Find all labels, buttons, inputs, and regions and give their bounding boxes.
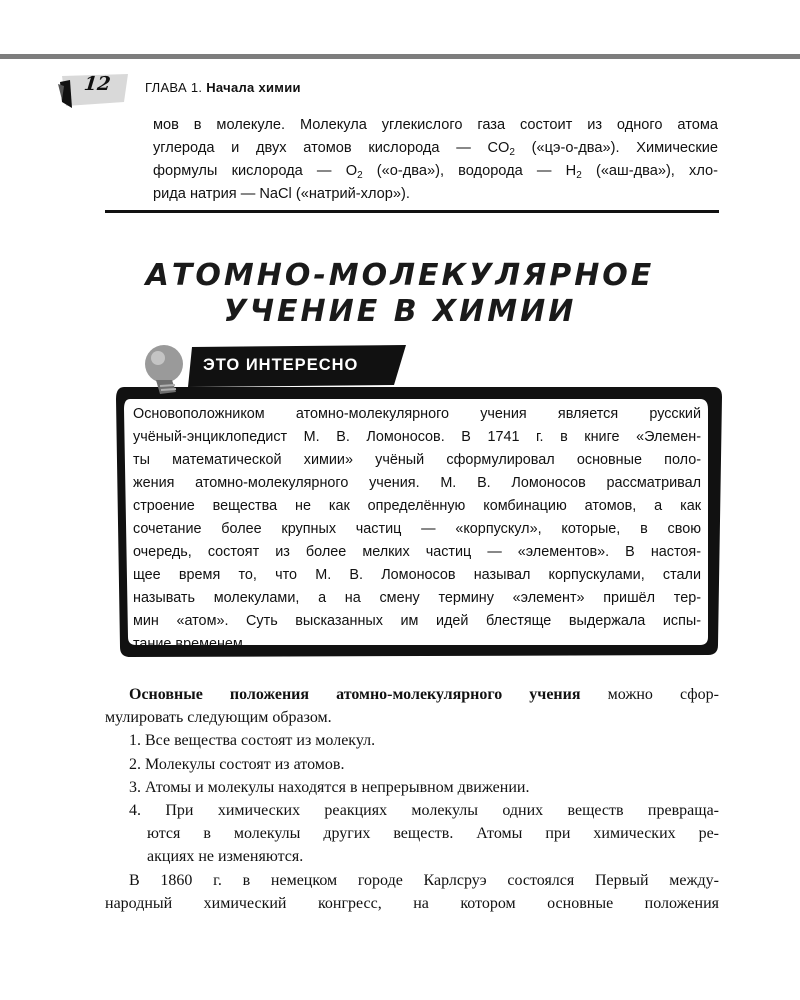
interesting-text — [133, 403, 701, 656]
list-item-continuation: акциях не изменяются. — [147, 848, 304, 866]
section-divider — [105, 210, 719, 213]
lead-line: мулировать следующим образом. — [105, 709, 332, 727]
intro-line: углерода и двух атомов кислорода — $CO_2$ («цэ-о-два»). Химические — [153, 140, 718, 158]
intro-paragraph — [153, 114, 718, 206]
lead-bold: Основные положения атомно-молекулярного учения — [129, 686, 581, 703]
list-item-continuation: ются в молекулы других веществ. Атомы при химических ре- — [147, 825, 719, 843]
interesting-label: ЭТО ИНТЕРЕСНО — [203, 356, 359, 374]
chapter-header — [145, 80, 301, 95]
paragraph-line: В 1860 г. в немецком городе Карлсруэ состоялся Первый между- — [129, 871, 719, 889]
interesting-line: очередь, состоят из более мелких частиц — «элементов». В настоя- — [133, 544, 701, 560]
interesting-line: ты математической химии» учёный сформулировал основные поло- — [133, 452, 701, 468]
intro-line: рида натрия — NaCl («натрий-хлор»). — [153, 186, 410, 202]
list-item: 1. Все вещества состоят из молекул. — [129, 732, 376, 750]
lead-line: Основные положения атомно-молекулярного учения можно сфор- — [129, 686, 719, 703]
interesting-line: учёный-энциклопедист М. В. Ломоносов. В 1741 г. в книге «Элемен- — [133, 429, 701, 445]
intro-line: формулы кислорода — $O_2$ («о-два»), водорода — $H_2$ («аш-два»), хло- — [153, 163, 718, 181]
interesting-line: щее время то, что М. В. Ломоносов называл корпускулами, стали — [133, 567, 701, 583]
section-title: АТОМНО-МОЛЕКУЛЯРНОЕ УЧЕНИЕ В ХИМИИ — [145, 258, 655, 329]
interesting-line: Основоположником атомно-молекулярного учения является русский — [133, 406, 701, 422]
interesting-line: называть молекулами, а на смену термину «элемент» пришёл тер- — [133, 590, 701, 606]
lightbulb-icon — [138, 340, 198, 400]
list-item: 3. Атомы и молекулы находятся в непрерывном движении. — [129, 778, 530, 796]
interesting-line: жения атомно-молекулярного учения. М. В. Ломоносов рассматривал — [133, 475, 701, 491]
interesting-line: тание временем. — [133, 636, 247, 652]
interesting-line: сочетание более крупных частиц — «корпускул», которые, в свою — [133, 521, 701, 537]
main-text — [105, 683, 719, 915]
chapter-title: Начала химии — [206, 80, 301, 95]
intro-line: мов в молекуле. Молекула углекислого газа состоит из одного атома — [153, 117, 718, 133]
top-rule — [0, 54, 800, 59]
paragraph-line: народный химический конгресс, на котором основные положения — [105, 894, 719, 912]
chapter-label: ГЛАВА 1. — [145, 80, 203, 95]
interesting-line: строение вещества не как определённую комбинацию атомов, а как — [133, 498, 701, 514]
page-number: 12 — [82, 73, 112, 95]
list-item: 4. При химических реакциях молекулы одних веществ превраща- — [129, 802, 719, 820]
interesting-line: мин «атом». Суть высказанных им идей блестяще выдержала испы- — [133, 613, 701, 629]
list-item: 2. Молекулы состоят из атомов. — [129, 755, 345, 773]
